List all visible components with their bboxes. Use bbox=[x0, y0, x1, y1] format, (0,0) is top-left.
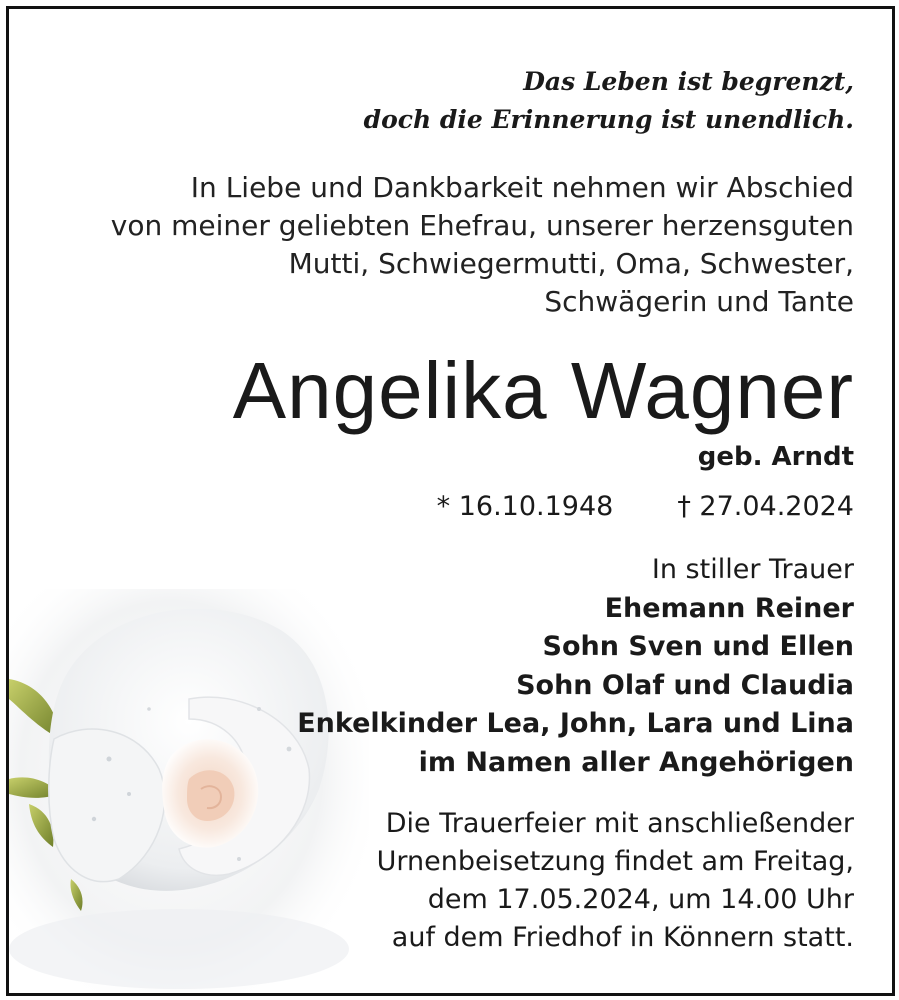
motto bbox=[364, 63, 854, 139]
obituary-card bbox=[6, 6, 895, 996]
death-date: † 27.04.2024 bbox=[677, 491, 854, 522]
mourner-entry: Ehemann Reiner bbox=[604, 592, 854, 624]
mourner-entry: im Namen aller Angehörigen bbox=[418, 746, 854, 778]
mourners bbox=[297, 551, 854, 782]
mourner-entry: Sohn Sven und Ellen bbox=[542, 631, 854, 662]
ceremony-line: dem 17.05.2024, um 14.00 Uhr bbox=[427, 884, 854, 915]
birth-date: * 16.10.1948 bbox=[436, 491, 614, 522]
intro-line: In Liebe und Dankbarkeit nehmen wir Abschied bbox=[190, 171, 854, 204]
ceremony-notice bbox=[377, 805, 854, 957]
deceased-name: Angelika Wagner bbox=[232, 346, 854, 435]
intro-text bbox=[111, 169, 854, 321]
intro-line: Mutti, Schwiegermutti, Oma, Schwester, bbox=[288, 247, 854, 280]
ceremony-line: auf dem Friedhof in Könnern statt. bbox=[391, 922, 854, 953]
birth-name: geb. Arndt bbox=[697, 442, 854, 472]
ceremony-line: Urnenbeisetzung findet am Freitag, bbox=[376, 846, 854, 877]
ceremony-line: Die Trauerfeier mit anschließender bbox=[385, 808, 854, 839]
motto-line: doch die Erinnerung ist unendlich. bbox=[363, 105, 854, 134]
intro-line: Schwägerin und Tante bbox=[544, 285, 854, 318]
mourner-entry: Sohn Olaf und Claudia bbox=[516, 669, 854, 701]
motto-line: Das Leben ist begrenzt, bbox=[523, 67, 854, 96]
intro-line: von meiner geliebten Ehefrau, unserer herzensguten bbox=[110, 209, 854, 242]
mourners-intro: In stiller Trauer bbox=[651, 554, 854, 585]
mourner-entry: Enkelkinder Lea, John, Lara und Lina bbox=[297, 708, 854, 739]
life-dates bbox=[437, 489, 854, 525]
